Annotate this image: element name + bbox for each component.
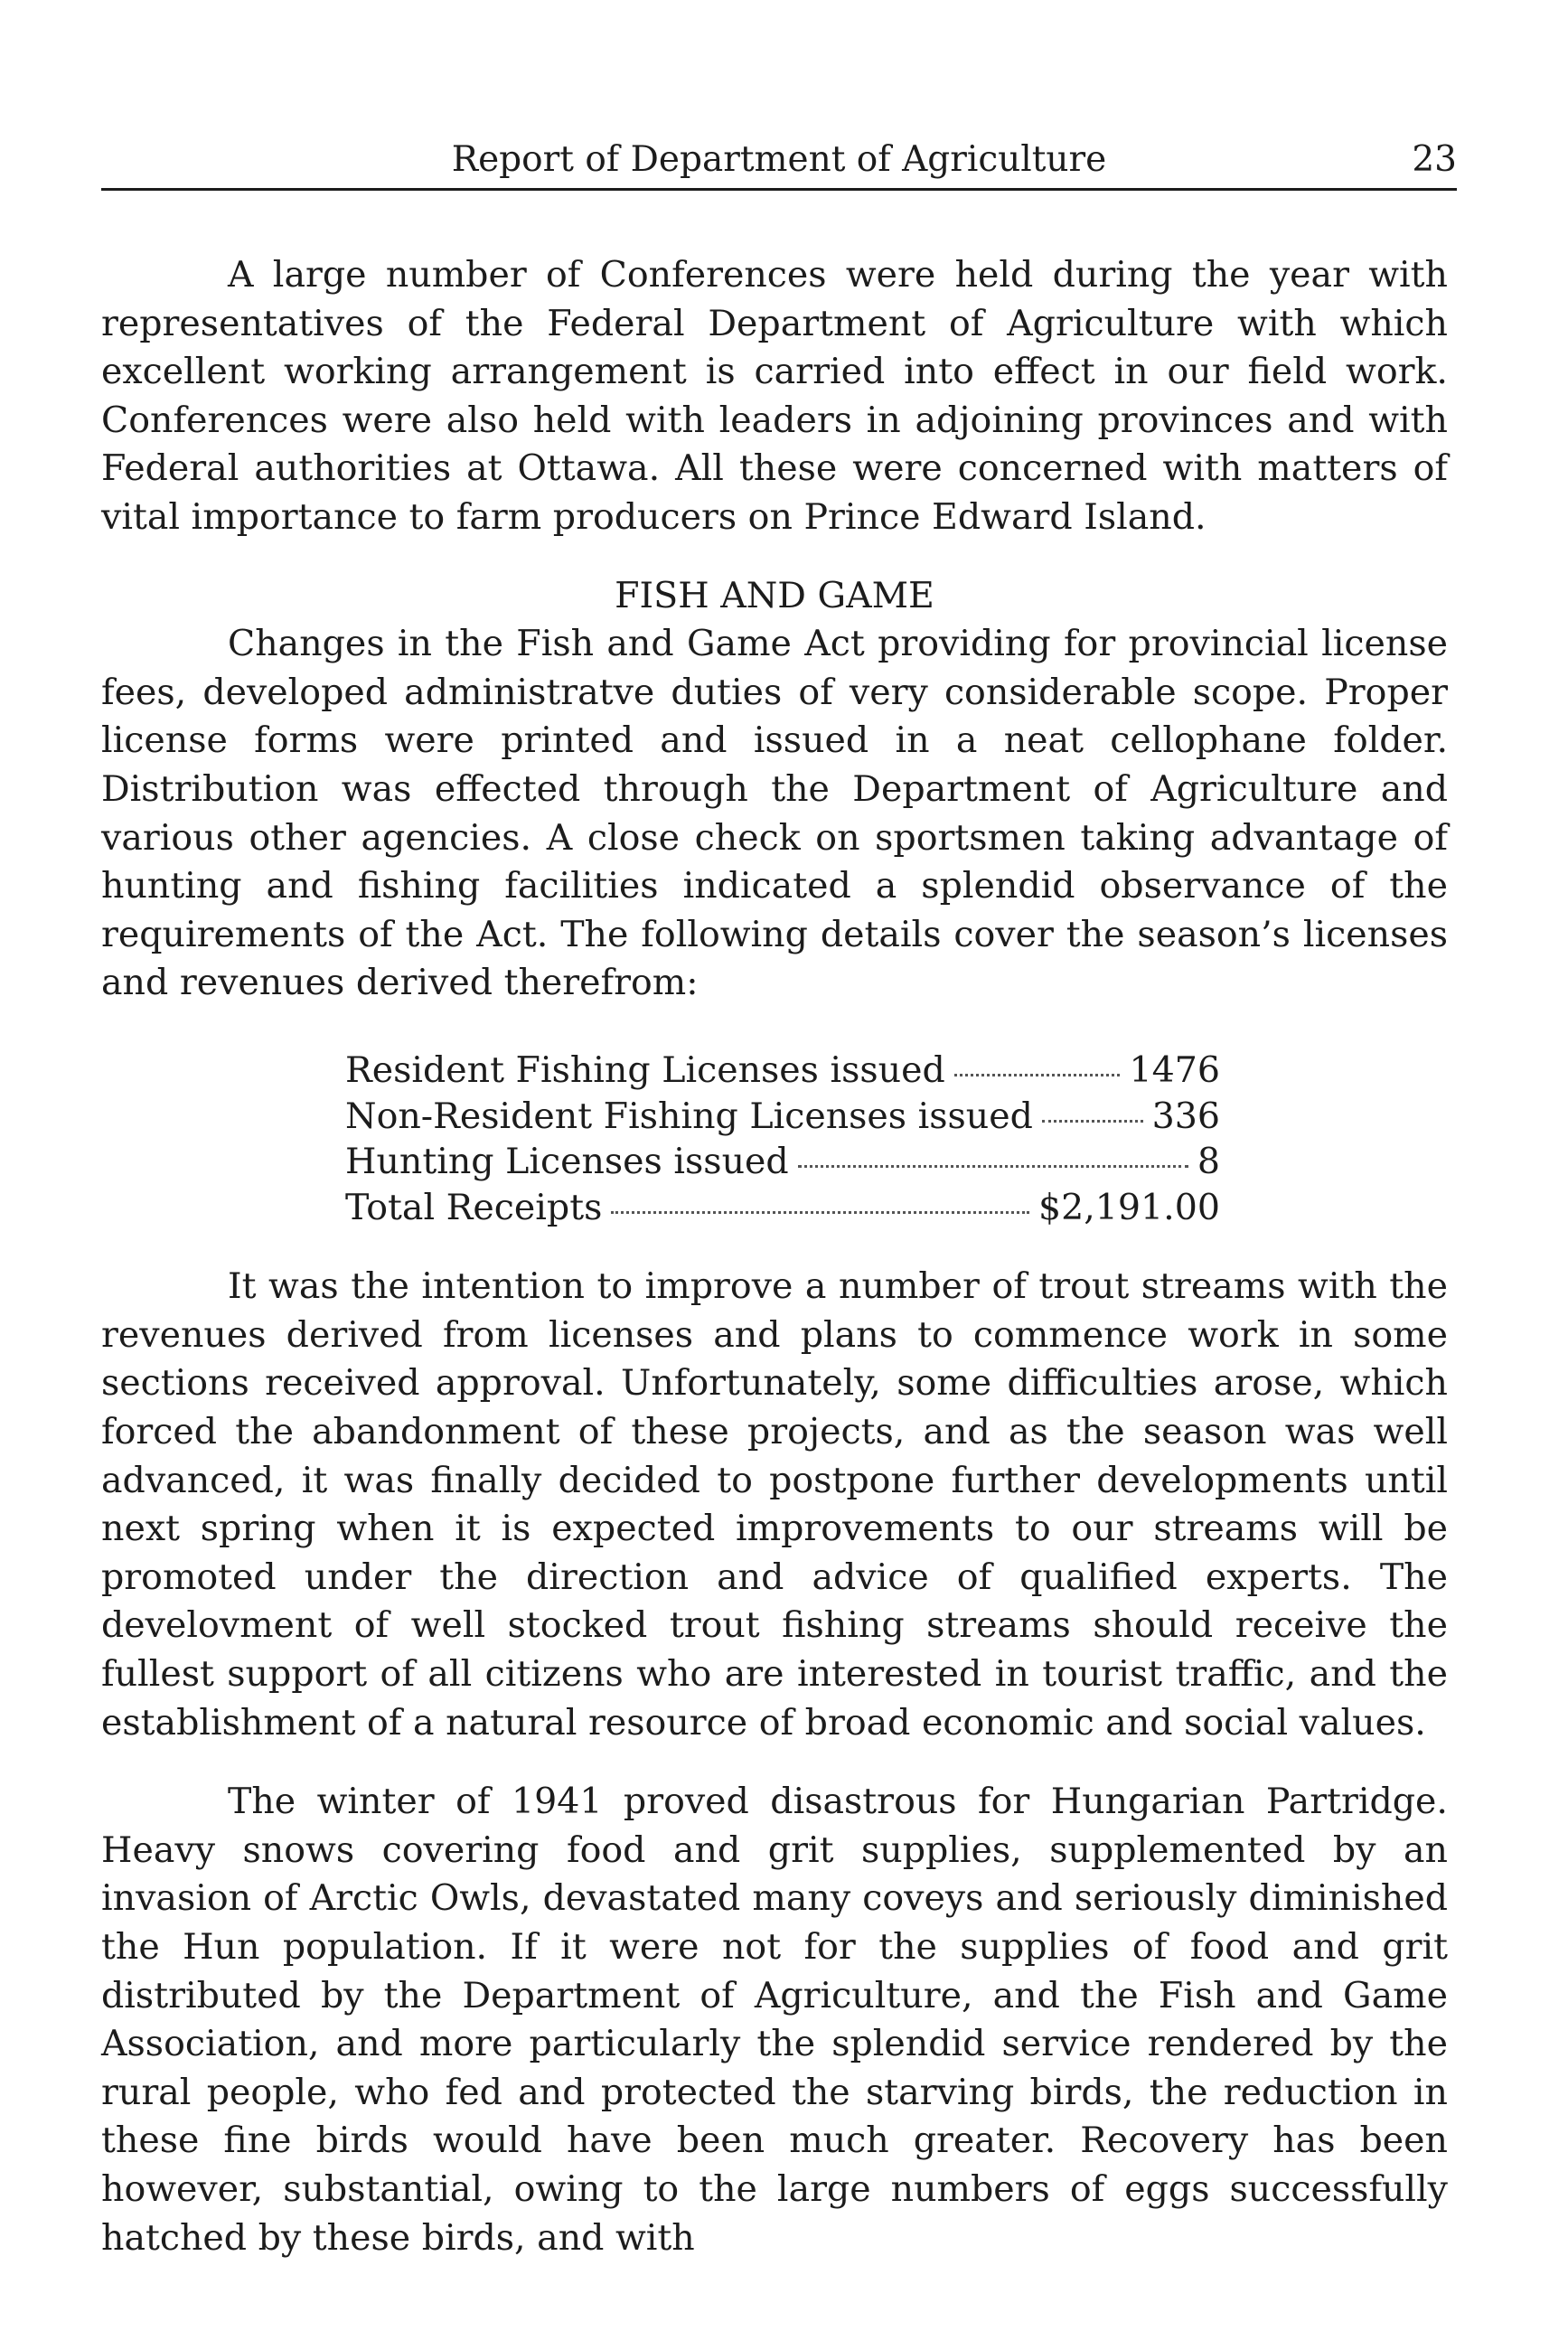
stat-label: Total Receipts [345, 1186, 603, 1228]
section-heading-fish-and-game: FISH AND GAME [615, 574, 934, 616]
stat-value: 1476 [1129, 1048, 1220, 1091]
page-header [101, 136, 1457, 191]
dot-leader [611, 1211, 1029, 1214]
paragraph-partridge: The winter of 1941 proved disastrous for Hungarian Partridge. Heavy snows covering food and grit supplies, supplemented by an invasion of Arctic Owls, devastated many coveys and seriously diminished the Hun population. If it were not for the supplies of food and grit distributed by the Department of Agriculture, and the Fish and Game Association, and more particularly the splendid service rendered by the rural people, who fed and protected the starving birds, the reduction in these fine birds would have been much greater. Recovery has been however, substantial, owing to the large numbers of eggs successfully hatched by these birds, and with [101, 1781, 1448, 2259]
stat-value: $2,191.00 [1038, 1186, 1220, 1228]
running-title: Report of Department of Agriculture [451, 139, 1107, 180]
page-number: 23 [1412, 139, 1457, 180]
paragraph-licenses: Changes in the Fish and Game Act providing for provincial license fees, developed administratve duties of very considerable scope. Proper license forms were printed and issued in a neat cellophane folder. Distribution was effected through the Department of Agriculture and various other agencies. A close check on sportsmen taking advantage of hunting and fishing facilities indicated a splendid observance of the requirements of the Act. The following details cover the season’s licenses and revenues derived therefrom: [101, 623, 1448, 1004]
stat-row [345, 1094, 1220, 1140]
paragraph-trout-streams: It was the intention to improve a number of trout streams with the revenues derived from licenses and plans to commence work in some sections received approval. Unfortunately, some difficulties arose, which forced the abandonment of these projects, and as the season was well advanced, it was finally decided to postpone further developments until next spring when it is expected improvements to our streams will be promoted under the direction and advice of qualified experts. The develovment of well stocked trout fishing streams should receive the fullest support of all citizens who are interested in tourist traffic, and the establishment of a natural resource of broad economic and social values. [101, 1265, 1448, 1744]
paragraph-conferences: A large number of Conferences were held during the year with representatives of the Federal Department of Agriculture with which excellent working arrangement is carried into effect in our field work. Conferences were also held with leaders in adjoining provinces and with Federal authorities at Ottawa. All these were concerned with matters of vital importance to farm producers on Prince Edward Island. [101, 254, 1448, 538]
stat-row [345, 1048, 1220, 1094]
stat-row [345, 1139, 1220, 1185]
dot-leader [798, 1165, 1188, 1168]
stat-label: Non-Resident Fishing Licenses issued [345, 1095, 1033, 1137]
stat-row [345, 1185, 1220, 1231]
stat-value: 336 [1151, 1095, 1220, 1137]
stat-label: Hunting Licenses issued [345, 1141, 789, 1183]
dot-leader [1042, 1120, 1143, 1123]
page-body [101, 251, 1448, 2262]
stat-label: Resident Fishing Licenses issued [345, 1048, 945, 1091]
dot-leader [954, 1074, 1121, 1076]
license-stats-table [345, 1048, 1220, 1230]
stat-value: 8 [1197, 1141, 1220, 1183]
